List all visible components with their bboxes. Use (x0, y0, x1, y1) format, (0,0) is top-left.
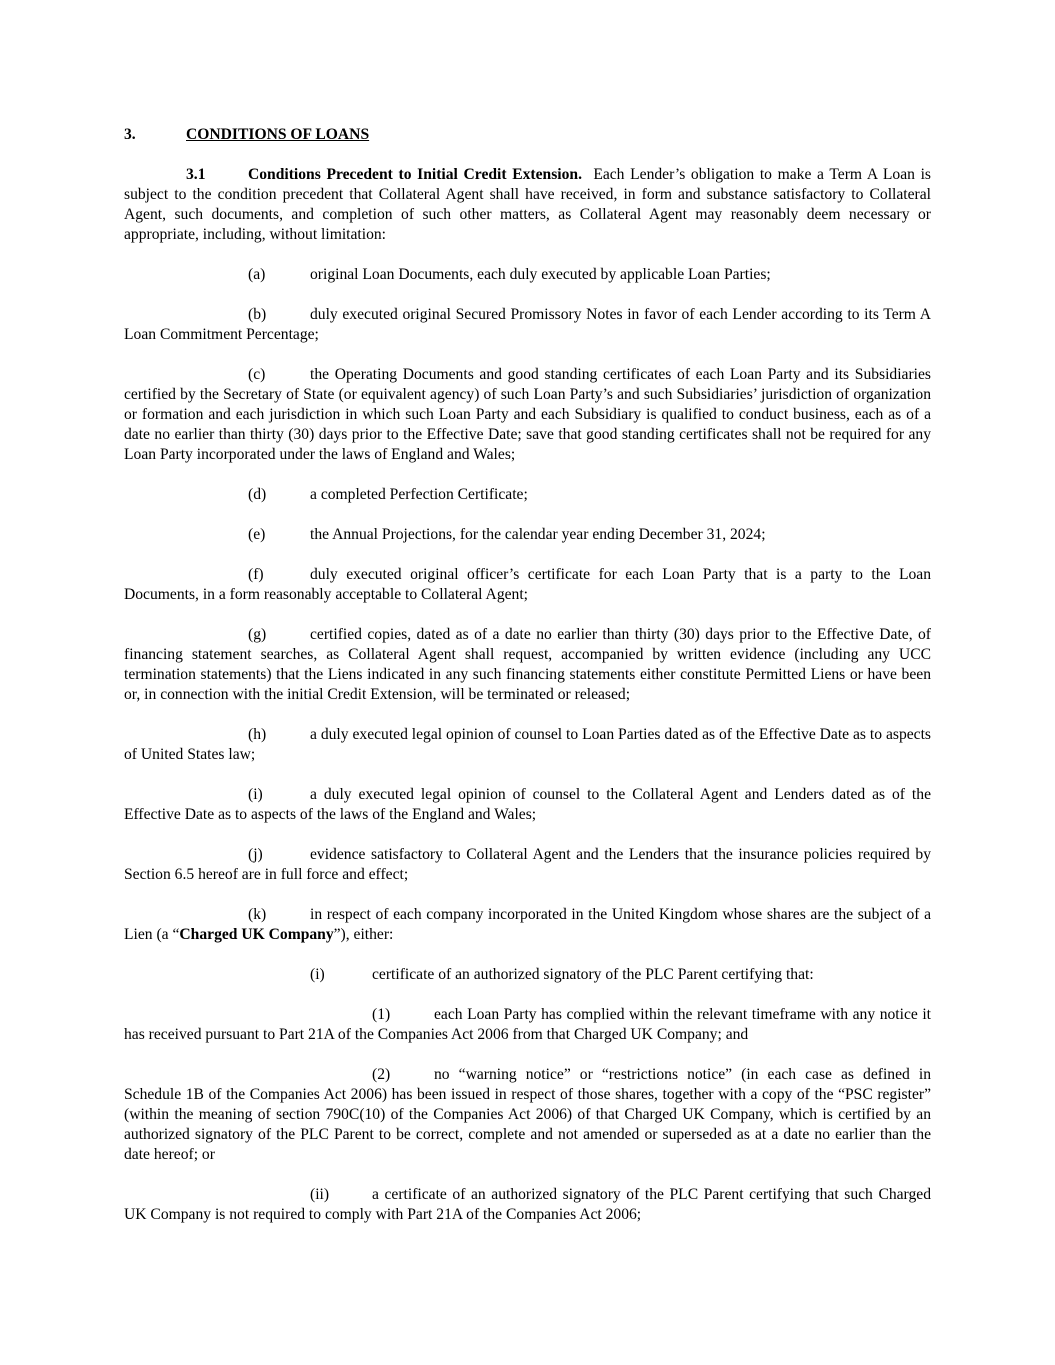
item-label: (f) (248, 566, 264, 583)
item-text: the Annual Projections, for the calendar year ending December 31, 2024; (310, 526, 766, 543)
item-j (124, 845, 931, 885)
sub-item-text: certificate of an authorized signatory of the PLC Parent certifying that: (372, 966, 814, 983)
item-f (124, 565, 931, 605)
sub-sub-item-1 (124, 1005, 931, 1045)
sub-sub-item-label: (1) (372, 1006, 391, 1023)
item-a (124, 265, 931, 285)
article-heading (124, 125, 931, 145)
sub-item-i (124, 965, 931, 985)
sub-item-ii (124, 1185, 931, 1225)
sub-item-label: (i) (310, 966, 325, 983)
item-label: (b) (248, 306, 267, 323)
item-label: (i) (248, 786, 263, 803)
item-text-before: in respect of each company incorporated in the United Kingdom whose shares are the subject of a Lien (a “ (124, 906, 931, 943)
item-text: certified copies, dated as of a date no earlier than thirty (30) days prior to the Effective Date, of financing statement searches, as Collateral Agent shall request, accompanied by written evidence (including any UCC termination statements) that the Liens indicated in any such financing statements either constitute Permitted Liens or have been or, in connection with the initial Credit Extension, will be terminated or released; (124, 626, 931, 703)
section-3-1 (124, 165, 931, 245)
section-number: 3.1 (186, 166, 206, 183)
defined-term: Charged UK Company (179, 926, 334, 943)
item-label: (c) (248, 366, 266, 383)
sub-sub-item-2 (124, 1065, 931, 1165)
sub-sub-item-text: each Loan Party has complied within the relevant timeframe with any notice it has received pursuant to Part 21A of the Companies Act 2006 from that Charged UK Company; and (124, 1006, 931, 1043)
item-h (124, 725, 931, 765)
sub-item-label: (ii) (310, 1186, 330, 1203)
item-label: (k) (248, 906, 267, 923)
article-number: 3. (124, 126, 136, 143)
section-text: Each Lender’s obligation to make a Term A Loan is subject to the condition precedent that Collateral Agent shall have received, in form and substance satisfactory to Collateral Agent, such documents, and completion of such other matters, as Collateral Agent may reasonably deem necessary or appropriate, including, without limitation: (124, 166, 931, 243)
item-text: the Operating Documents and good standing certificates of each Loan Party and its Subsidiaries certified by the Secretary of State (or equivalent agency) of such Loan Party’s and such Subsidiaries’ jurisdiction of organization or formation and each jurisdiction in which such Loan Party and each Subsidiary is qualified to conduct business, each as of a date no earlier than thirty (30) days prior to the Effective Date; save that good standing certificates shall not be required for any Loan Party incorporated under the laws of England and Wales; (124, 366, 931, 463)
item-c (124, 365, 931, 465)
item-g (124, 625, 931, 705)
item-label: (j) (248, 846, 263, 863)
sub-sub-item-text: no “warning notice” or “restrictions notice” (in each case as defined in Schedule 1B of the Companies Act 2006) has been issued in respect of those shares, together with a copy of the “PSC register” (within the meaning of section 790C(10) of the Companies Act 2006) of that Charged UK Company, which is certified by an authorized signatory of the PLC Parent to be correct, complete and not amended or superseded as at a date no earlier than the date hereof; or (124, 1066, 931, 1163)
sub-sub-item-label: (2) (372, 1066, 391, 1083)
item-text: a duly executed legal opinion of counsel to the Collateral Agent and Lenders dated as of the Effective Date as to aspects of the laws of the England and Wales; (124, 786, 931, 823)
item-label: (h) (248, 726, 267, 743)
item-e (124, 525, 931, 545)
item-d (124, 485, 931, 505)
item-text: evidence satisfactory to Collateral Agent and the Lenders that the insurance policies required by Section 6.5 hereof are in full force and effect; (124, 846, 931, 883)
item-label: (d) (248, 486, 267, 503)
item-i (124, 785, 931, 825)
sub-item-text: a certificate of an authorized signatory of the PLC Parent certifying that such Charged UK Company is not required to comply with Part 21A of the Companies Act 2006; (124, 1186, 931, 1223)
item-text: original Loan Documents, each duly executed by applicable Loan Parties; (310, 266, 771, 283)
item-label: (g) (248, 626, 267, 643)
item-label: (e) (248, 526, 266, 543)
item-text: duly executed original Secured Promissory Notes in favor of each Lender according to its Term A Loan Commitment Percentage; (124, 306, 931, 343)
item-text: a duly executed legal opinion of counsel to Loan Parties dated as of the Effective Date as to aspects of United States law; (124, 726, 931, 763)
item-k (124, 905, 931, 945)
document-body (124, 125, 931, 1245)
item-b (124, 305, 931, 345)
item-text: a completed Perfection Certificate; (310, 486, 528, 503)
article-title: CONDITIONS OF LOANS (186, 126, 370, 143)
item-label: (a) (248, 266, 266, 283)
section-title: Conditions Precedent to Initial Credit Extension. (248, 166, 582, 183)
item-text: duly executed original officer’s certificate for each Loan Party that is a party to the Loan Documents, in a form reasonably acceptable to Collateral Agent; (124, 566, 931, 603)
item-text-after: ”), either: (333, 926, 394, 943)
